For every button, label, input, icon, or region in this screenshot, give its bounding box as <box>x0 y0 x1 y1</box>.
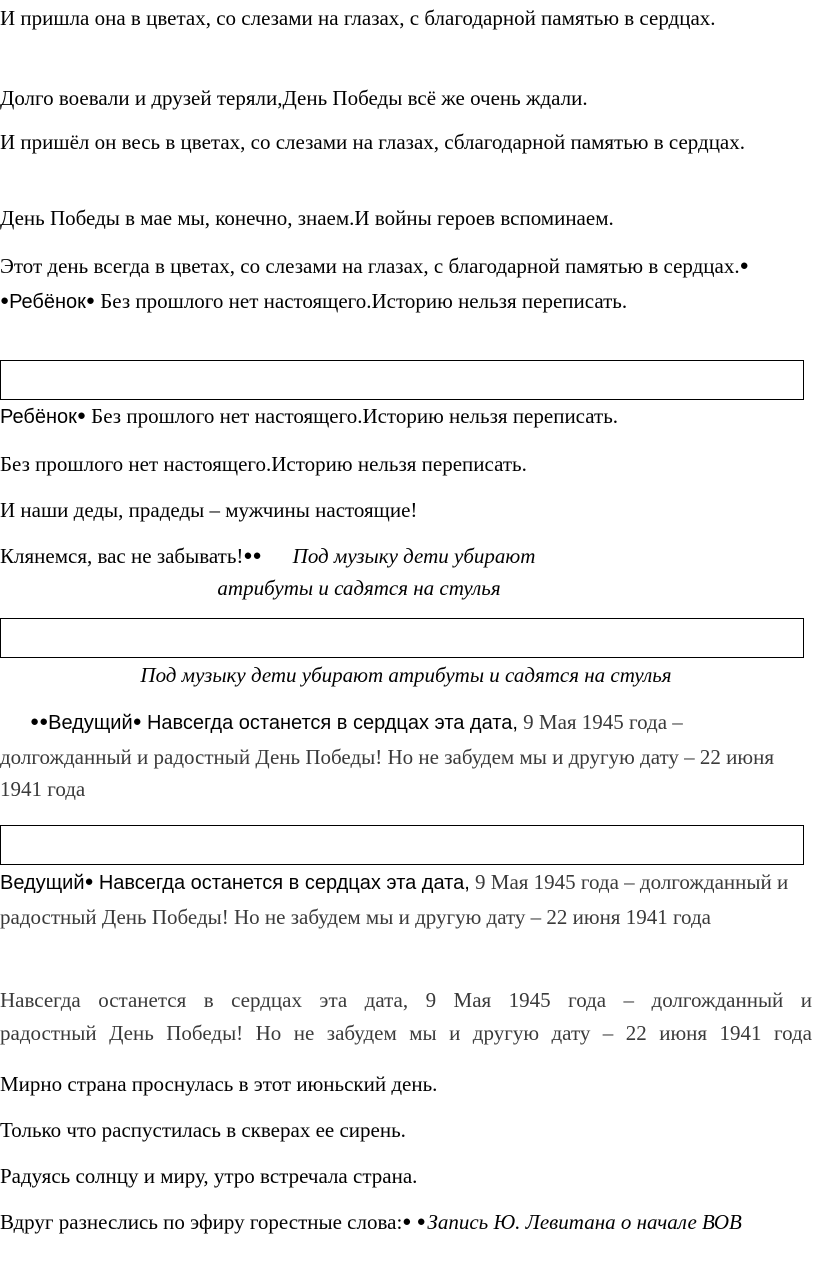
verse-paragraph <box>0 400 812 435</box>
stage-direction: Под музыку дети убирают атрибуты и садятся на стулья <box>140 663 672 687</box>
bullet-icon: ● <box>0 293 10 309</box>
bullet-icon: ● <box>132 714 142 730</box>
host-paragraph <box>0 706 812 805</box>
empty-box <box>0 618 804 658</box>
verse-text: Без прошлого нет настоящего.Историю нельзя переписать. <box>100 289 628 313</box>
bullet-icon: ● <box>39 714 49 730</box>
bullet-icon: ● <box>252 548 262 564</box>
role-label: Ребёнок <box>0 406 77 428</box>
host-text: Навсегда останется в сердцах эта дата, <box>146 712 518 734</box>
bullet-icon: ● <box>84 874 94 890</box>
verse-text: Без прошлого нет настоящего.Историю нельзя переписать. <box>91 404 619 428</box>
bullet-icon: ● <box>739 258 749 274</box>
host-text: Навсегда останется в сердцах эта дата, <box>98 872 470 894</box>
role-label: Ведущий <box>48 712 133 734</box>
bullet-icon: ● <box>85 293 95 309</box>
host-text-line: радостный День Победы! Но не забудем мы и другую дату – 22 июня 1941 года <box>0 1021 812 1045</box>
verse-paragraph: И наши деды, прадеды – мужчины настоящие! <box>0 498 418 522</box>
bullet-icon: ● <box>416 1214 426 1230</box>
verse-paragraph: И пришла она в цветах, со слезами на глазах, с благодарной памятью в сердцах. <box>0 6 716 30</box>
verse-paragraph: Без прошлого нет настоящего.Историю нельзя переписать. <box>0 452 527 476</box>
host-text-line: Навсегда останется в сердцах эта дата, 9 Мая 1945 года – долгожданный и <box>0 988 812 1012</box>
stage-direction: Запись Ю. Левитана о начале ВОВ <box>427 1210 742 1234</box>
stage-direction: Под музыку дети убирают атрибуты и садятся на стулья <box>217 544 536 600</box>
verse-paragraph: День Победы в мае мы, конечно, знаем.И войны героев вспоминаем. <box>0 206 614 230</box>
verse-paragraph: Только что распустилась в скверах ее сирень. <box>0 1118 406 1142</box>
empty-box <box>0 360 804 400</box>
host-text: 9 Мая 1945 года – долгожданный и радостный День Победы! Но не забудем мы и другую дату – 22 июня 1941 года <box>0 870 789 929</box>
verse-paragraph: Мирно страна проснулась в этот июньский день. <box>0 1072 438 1096</box>
host-paragraph <box>0 866 812 933</box>
verse-text: Вдруг разнеслись по эфиру горестные слова: <box>0 1210 403 1234</box>
verse-paragraph: Долго воевали и друзей теряли,День Победы всё же очень ждали. <box>0 86 588 110</box>
role-label: Ребёнок <box>9 291 86 313</box>
verse-text: Этот день всегда в цветах, со слезами на глазах, с благодарной памятью в сердцах. <box>0 254 740 278</box>
bullet-icon: ● <box>76 408 86 424</box>
verse-paragraph <box>0 250 812 320</box>
role-label: Ведущий <box>0 872 85 894</box>
verse-paragraph <box>0 540 812 604</box>
verse-paragraph: И пришёл он весь в цветах, со слезами на глазах, сблагодарной памятью в сердцах. <box>0 130 746 154</box>
verse-text: Клянемся, вас не забывать! <box>0 544 244 568</box>
bullet-icon: ● <box>30 714 40 730</box>
bullet-icon: ● <box>243 548 253 564</box>
bullet-icon: ● <box>402 1214 412 1230</box>
verse-paragraph: Радуясь солнцу и миру, утро встречала страна. <box>0 1164 418 1188</box>
host-text: 9 Мая 1945 года – долгожданный и радостный День Победы! Но не забудем мы и другую дату – 22 июня 1941 года <box>0 710 774 801</box>
empty-box <box>0 825 804 865</box>
verse-paragraph <box>0 1206 812 1241</box>
host-paragraph <box>0 984 812 1050</box>
